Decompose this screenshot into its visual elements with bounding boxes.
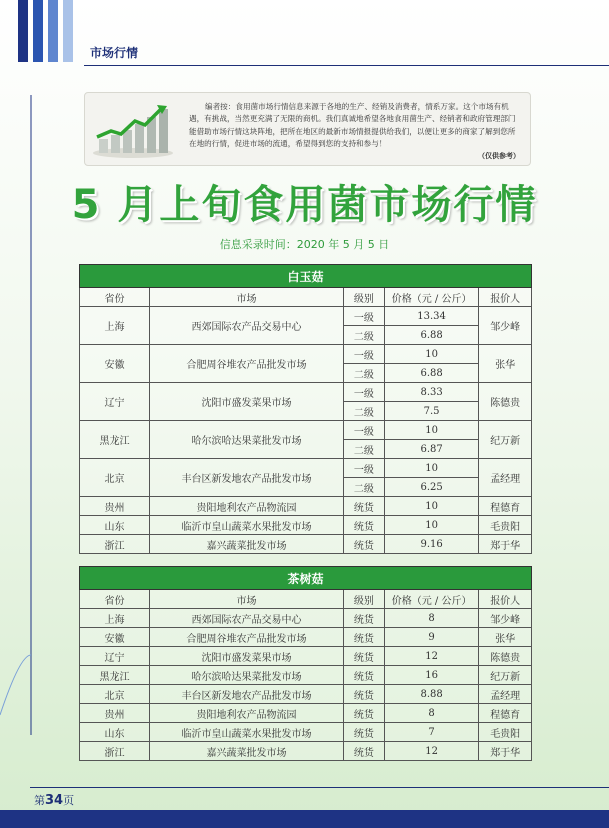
- table-row: [80, 666, 532, 685]
- cell-market: 嘉兴蔬菜批发市场: [150, 742, 344, 761]
- cell-market: 西郊国际农产品交易中心: [150, 307, 344, 345]
- section-label: 市场行情: [90, 46, 139, 60]
- table-row: [80, 497, 532, 516]
- cell-market: 沈阳市盛发菜果市场: [150, 647, 344, 666]
- cell-reporter: 邹少峰: [479, 609, 532, 628]
- cell-price: 12: [384, 647, 479, 666]
- cell-province: 北京: [80, 459, 150, 497]
- cell-grade: 二级: [343, 326, 384, 345]
- cell-price: 8: [384, 609, 479, 628]
- table-title-row: [80, 265, 532, 288]
- cell-reporter: 程德育: [479, 497, 532, 516]
- table-title: 茶树菇: [80, 567, 532, 590]
- cell-market: 沈阳市盛发菜果市场: [150, 383, 344, 421]
- cell-market: 贵阳地利农产品物流园: [150, 497, 344, 516]
- header-stripe: [63, 0, 73, 62]
- cell-province: 上海: [80, 307, 150, 345]
- table-row: [80, 628, 532, 647]
- cell-market: 临沂市皇山蔬菜水果批发市场: [150, 516, 344, 535]
- header-rule: [84, 65, 609, 66]
- cell-province: 浙江: [80, 535, 150, 554]
- column-header-row: [80, 288, 532, 307]
- header-stripes: [18, 0, 73, 62]
- cell-price: 9: [384, 628, 479, 647]
- cell-price: 13.34: [384, 307, 479, 326]
- cell-price: 6.88: [384, 326, 479, 345]
- page-number-value: 34: [45, 793, 64, 808]
- cell-reporter: 毛贵阳: [479, 723, 532, 742]
- cell-price: 6.88: [384, 364, 479, 383]
- cell-grade: 统货: [343, 628, 384, 647]
- column-header-market: 市场: [150, 590, 344, 609]
- cell-price: 8: [384, 704, 479, 723]
- bar-chart-growth-icon: [91, 101, 175, 159]
- cell-market: 嘉兴蔬菜批发市场: [150, 535, 344, 554]
- cell-market: 合肥周谷堆农产品批发市场: [150, 628, 344, 647]
- cell-grade: 统货: [343, 609, 384, 628]
- cell-price: 10: [384, 516, 479, 535]
- page-suffix: 页: [63, 794, 75, 807]
- cell-province: 浙江: [80, 742, 150, 761]
- cell-grade: 统货: [343, 723, 384, 742]
- column-header-price: 价格（元 / 公斤）: [384, 288, 479, 307]
- cell-reporter: 郑于华: [479, 535, 532, 554]
- cell-market: 临沂市皇山蔬菜水果批发市场: [150, 723, 344, 742]
- header-stripe: [18, 0, 28, 62]
- cell-market: 贵阳地利农产品物流园: [150, 704, 344, 723]
- cell-market: 哈尔滨哈达果菜批发市场: [150, 666, 344, 685]
- cell-price: 6.25: [384, 478, 479, 497]
- column-header-province: 省份: [80, 288, 150, 307]
- cell-province: 北京: [80, 685, 150, 704]
- column-header-row: [80, 590, 532, 609]
- cell-market: 哈尔滨哈达果菜批发市场: [150, 421, 344, 459]
- editor-note-disclaimer: （仅供参考）: [478, 152, 520, 160]
- cell-province: 黑龙江: [80, 666, 150, 685]
- cell-reporter: 张华: [479, 345, 532, 383]
- column-header-price: 价格（元 / 公斤）: [384, 590, 479, 609]
- table-row: [80, 345, 532, 364]
- table-row: [80, 609, 532, 628]
- column-header-grade: 级别: [343, 590, 384, 609]
- cell-province: 安徽: [80, 345, 150, 383]
- cell-province: 辽宁: [80, 647, 150, 666]
- column-header-province: 省份: [80, 590, 150, 609]
- cell-reporter: 纪万新: [479, 421, 532, 459]
- table-row: [80, 383, 532, 402]
- cell-reporter: 陈德贵: [479, 647, 532, 666]
- record-date: 信息采录时间：2020 年 5 月 5 日: [219, 238, 390, 251]
- table-row: [80, 421, 532, 440]
- cell-province: 黑龙江: [80, 421, 150, 459]
- table-title: 白玉菇: [80, 265, 532, 288]
- cell-price: 10: [384, 421, 479, 440]
- cell-grade: 统货: [343, 535, 384, 554]
- cell-province: 贵州: [80, 704, 150, 723]
- cell-grade: 统货: [343, 742, 384, 761]
- cell-province: 山东: [80, 516, 150, 535]
- cell-price: 12: [384, 742, 479, 761]
- cell-price: 8.33: [384, 383, 479, 402]
- cell-grade: 二级: [343, 364, 384, 383]
- header-stripe: [33, 0, 43, 62]
- table-title-row: [80, 567, 532, 590]
- cell-grade: 二级: [343, 402, 384, 421]
- table-row: [80, 723, 532, 742]
- cell-grade: 统货: [343, 685, 384, 704]
- cell-province: 上海: [80, 609, 150, 628]
- cell-reporter: 邹少峰: [479, 307, 532, 345]
- footer-rule: [30, 787, 609, 788]
- cell-reporter: 张华: [479, 628, 532, 647]
- table-row: [80, 704, 532, 723]
- table-row: [80, 742, 532, 761]
- cell-grade: 一级: [343, 307, 384, 326]
- cell-grade: 统货: [343, 497, 384, 516]
- editor-note-text: 编者按：食用菌市场行情信息来源于各地的生产、经销及消费者，情系万家。这个市场有机遇，有挑战，当然更充满了无限的商机。我们真诚地希望各地食用菌生产、经销者和政府管理部门能借助市场行情这块阵地，把所在地区的最新市场情报提供给我们，以便让更多的商家了解到您所在地的行情，促进市场的流通，希望得到您的支持和参与！: [189, 102, 516, 149]
- cell-reporter: 陈德贵: [479, 383, 532, 421]
- cell-province: 辽宁: [80, 383, 150, 421]
- cell-grade: 二级: [343, 478, 384, 497]
- cell-price: 7.5: [384, 402, 479, 421]
- column-header-reporter: 报价人: [479, 288, 532, 307]
- cell-reporter: 毛贵阳: [479, 516, 532, 535]
- cell-market: 合肥周谷堆农产品批发市场: [150, 345, 344, 383]
- cell-grade: 一级: [343, 345, 384, 364]
- cell-province: 安徽: [80, 628, 150, 647]
- page-title: 5 月上旬食用菌市场行情: [71, 182, 538, 228]
- cell-grade: 一级: [343, 421, 384, 440]
- cell-grade: 一级: [343, 383, 384, 402]
- column-header-reporter: 报价人: [479, 590, 532, 609]
- page-prefix: 第: [34, 794, 45, 807]
- cell-price: 16: [384, 666, 479, 685]
- cell-price: 10: [384, 459, 479, 478]
- cell-reporter: 孟经理: [479, 459, 532, 497]
- price-table-baiyugu: [79, 264, 532, 554]
- cell-market: 丰台区新发地农产品批发市场: [150, 685, 344, 704]
- cell-price: 8.88: [384, 685, 479, 704]
- header-stripe: [48, 0, 58, 62]
- footer-bar: [0, 810, 609, 828]
- cell-province: 贵州: [80, 497, 150, 516]
- column-header-market: 市场: [150, 288, 344, 307]
- cell-reporter: 孟经理: [479, 685, 532, 704]
- cell-grade: 二级: [343, 440, 384, 459]
- cell-grade: 统货: [343, 704, 384, 723]
- table-row: [80, 459, 532, 478]
- cell-grade: 统货: [343, 666, 384, 685]
- price-table-chashugu: [79, 566, 532, 761]
- column-header-grade: 级别: [343, 288, 384, 307]
- cell-reporter: 程德育: [479, 704, 532, 723]
- cell-reporter: 郑于华: [479, 742, 532, 761]
- cell-grade: 统货: [343, 647, 384, 666]
- table-row: [80, 647, 532, 666]
- table-row: [80, 307, 532, 326]
- cell-grade: 一级: [343, 459, 384, 478]
- cell-grade: 统货: [343, 516, 384, 535]
- table-row: [80, 535, 532, 554]
- cell-price: 10: [384, 497, 479, 516]
- cell-price: 7: [384, 723, 479, 742]
- cell-price: 6.87: [384, 440, 479, 459]
- editor-note-box: [84, 92, 531, 166]
- cell-province: 山东: [80, 723, 150, 742]
- cell-price: 9.16: [384, 535, 479, 554]
- page-number: [34, 792, 74, 808]
- cell-price: 10: [384, 345, 479, 364]
- table-row: [80, 685, 532, 704]
- cell-market: 丰台区新发地农产品批发市场: [150, 459, 344, 497]
- table-row: [80, 516, 532, 535]
- cell-market: 西郊国际农产品交易中心: [150, 609, 344, 628]
- cell-reporter: 纪万新: [479, 666, 532, 685]
